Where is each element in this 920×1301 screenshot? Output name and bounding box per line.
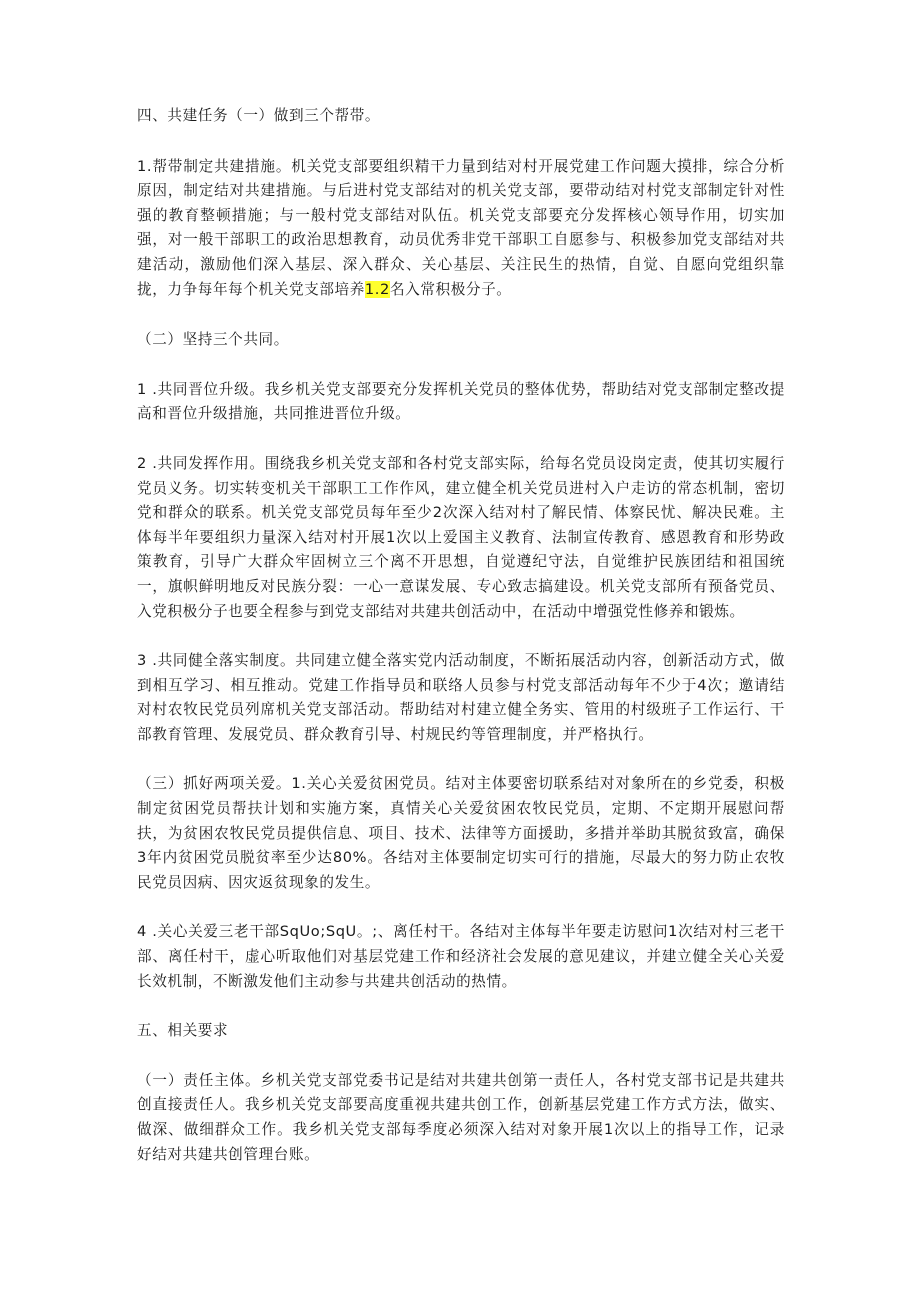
- section-heading-5: 五、相关要求: [137, 1022, 229, 1040]
- paragraph-responsibility: （一）责任主体。乡机关党支部党委书记是结对共建共创第一责任人，各村党支部书记是共建共创直接责任人。我乡机关党支部要高度重视共建共创工作，创新基层党建工作方式方法，做实、做深、做细群众工作。我乡机关党支部每季度必须深入结对对象开展1次以上的指导工作，记录好结对共建共创管理台账。: [137, 1071, 785, 1163]
- highlighted-number: 1.2: [364, 280, 390, 298]
- document-body: [137, 104, 785, 1167]
- paragraph-care-veterans: 4 .关心关爱三老干部SqUo;SqU。;、离任村干。各结对主体每半年要走访慰问1次结对村三老干部、离任村干，虚心听取他们对基层党建工作和经济社会发展的意见建议，并建立健全关心关爱长效机制，不断激发他们主动参与共建共创活动的热情。: [137, 923, 785, 990]
- section-heading-4: 四、共建任务（一）做到三个帮带。: [137, 107, 381, 124]
- subheading-three-commons: （二）坚持三个共同。: [137, 331, 289, 349]
- paragraph-common-upgrade: 1 .共同晋位升级。我乡机关党支部要充分发挥机关党员的整体优势，帮助结对党支部制定整改提高和晋位升级措施，共同推进晋位升级。: [137, 380, 785, 423]
- paragraph-common-role: 2 .共同发挥作用。围绕我乡机关党支部和各村党支部实际，给每名党员设岗定责，使其切实履行党员义务。切实转变机关干部职工工作作风，建立健全机关党员进村入户走访的常态机制，密切党和群众的联系。机关党支部党员每年至少2次深入结对村了解民情、体察民忧、解决民难。主体每半年要组织力量深入结对村开展1次以上爱国主义教育、法制宣传教育、感恩教育和形势政策教育，引导广大群众牢固树立三个离不开思想，自觉遵纪守法，自觉维护民族团结和祖国统一，旗帜鲜明地反对民族分裂：一心一意谋发展、专心致志搞建设。机关党支部所有预备党员、入党积极分子也要全程参与到党支部结对共建共创活动中，在活动中增强党性修养和锻炼。: [137, 454, 785, 620]
- paragraph-help-measures: [137, 155, 785, 303]
- paragraph-text: 1.帮带制定共建措施。机关党支部要组织精干力量到结对村开展党建工作问题大摸排，综合分析原因，制定结对共建措施。与后进村党支部结对的机关党支部，要带动结对村党支部制定针对性强的教育整顿措施；与一般村党支部结对队伍。机关党支部要充分发挥核心领导作用，切实加强，对一般干部职工的政治思想教育，动员优秀非党干部职工自愿参与、积极参加党支部结对共建活动，激励他们深入基层、深入群众、关心基层、关注民生的热情，自觉、自愿向党组织靠拢，力争每年每个机关党支部培养: [137, 157, 785, 298]
- paragraph-text-end: 名入常积极分子。: [389, 280, 512, 298]
- paragraph-common-system: 3 .共同健全落实制度。共同建立健全落实党内活动制度，不断拓展活动内容，创新活动方式，做到相互学习、相互推动。党建工作指导员和联络人员参与村党支部活动每年不少于4次；邀请结对村农牧民党员列席机关党支部活动。帮助结对村建立健全务实、管用的村级班子工作运行、干部教育管理、发展党员、群众教育引导、村规民约等管理制度，并严格执行。: [137, 652, 785, 743]
- paragraph-two-cares: （三）抓好两项关爱。1.关心关爱贫困党员。结对主体要密切联系结对对象所在的乡党委，积极制定贫困党员帮扶计划和实施方案，真情关心关爱贫困农牧民党员，定期、不定期开展慰问帮扶，为贫困农牧民党员提供信息、项目、技术、法律等方面援助，多措并举助其脱贫致富，确保3年内贫困党员脱贫率至少达80%。各结对主体要制定切实可行的措施，尽最大的努力防止农牧民党员因病、因灾返贫现象的发生。: [137, 775, 785, 891]
